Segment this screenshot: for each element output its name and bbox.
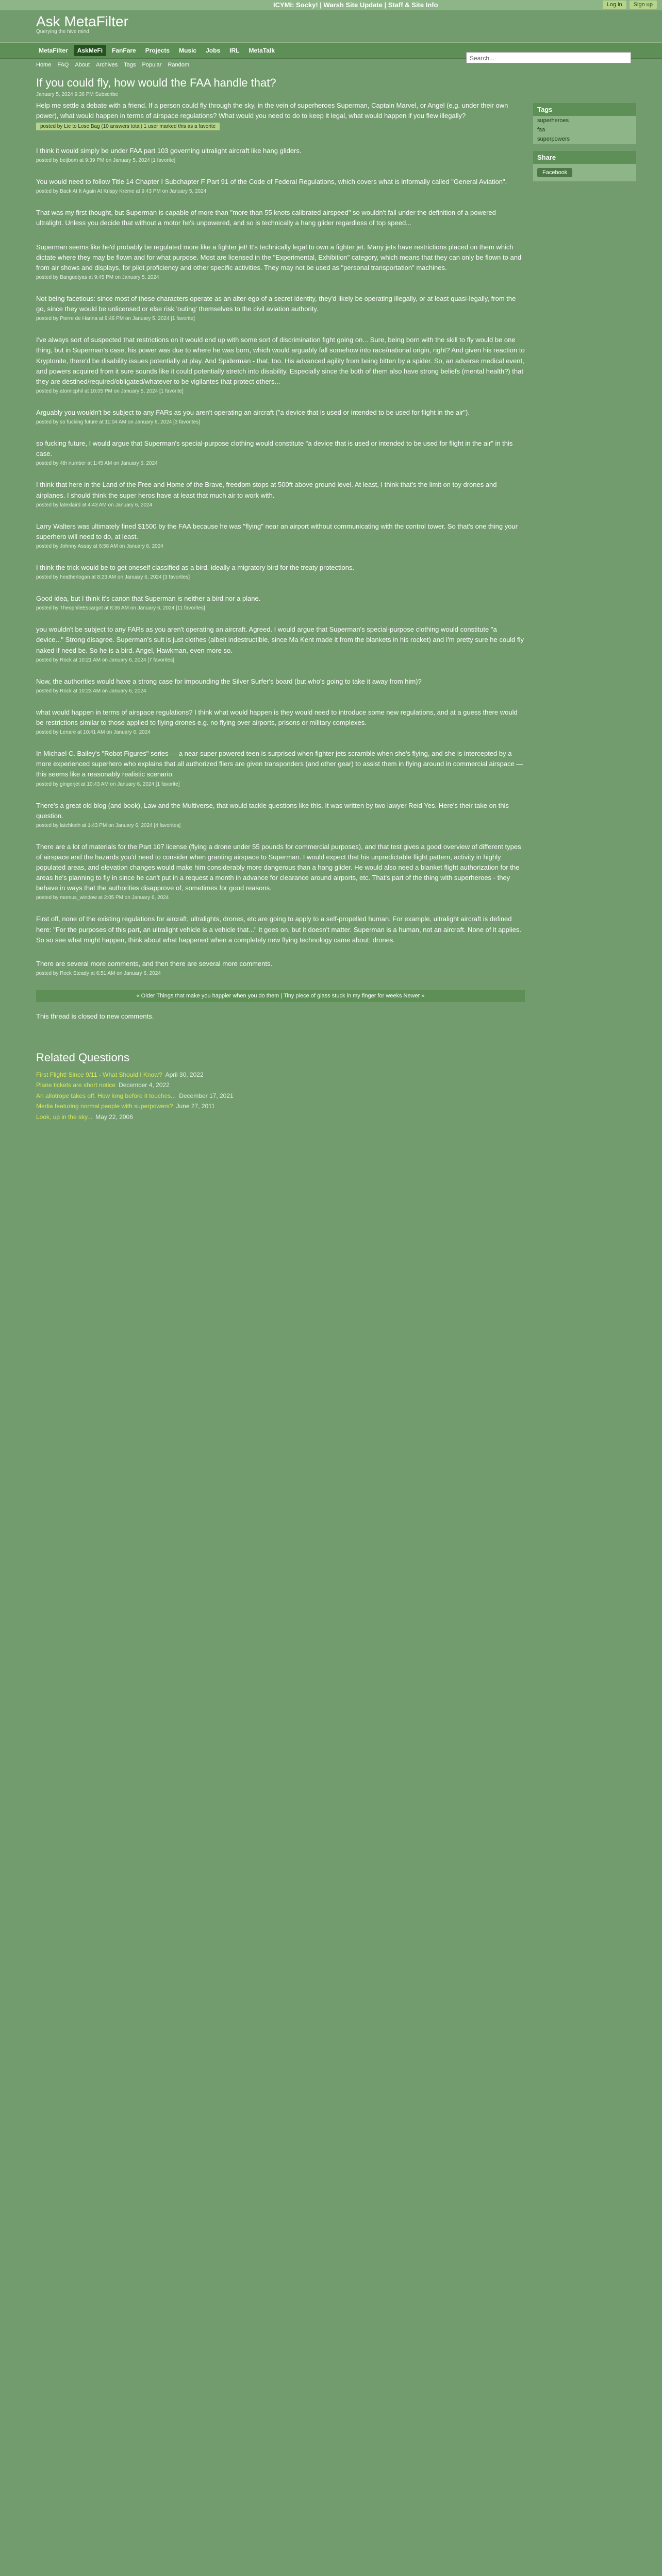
nav-projects[interactable]: Projects	[145, 47, 170, 54]
nav-askmefi[interactable]: AskMeFi	[74, 45, 106, 56]
comment-byline[interactable]: posted by Rock at 10:21 AM on January 6, 2024 [7 favorites]	[36, 657, 174, 663]
nav-fanfare[interactable]: FanFare	[112, 47, 136, 54]
comment	[36, 294, 525, 321]
comment-text: I think the trick would be to get oneself classified as a bird, ideally a migratory bird for the treaty protections.	[36, 563, 355, 571]
comment-byline[interactable]: posted by momus_window at 2:05 PM on January 6, 2024	[36, 895, 169, 901]
comment-text: First off, none of the existing regulations for aircraft, ultralights, drones, etc are going to apply to a self-propelled human. For example, ultralight aircraft is defined here: "For the purposes of this part, an ultralight vehicle is a vehicle that..." It goes on, but it doesn't matter. Superman is a human, not an aircraft. None of it applies. So so see what might happen, think about what happened when a completely new flying technology came about: drones.	[36, 915, 521, 944]
comment-byline[interactable]: posted by TheophileEscargot at 8:36 AM on January 6, 2024 [11 favorites]	[36, 605, 205, 612]
comment	[36, 563, 525, 580]
related-question-link[interactable]: Media featuring normal people with superpowers? June 27, 2011	[36, 1103, 215, 1110]
comment-text: I think it would simply be under FAA part 103 governing ultralight aircraft like hang gliders.	[36, 147, 302, 155]
comment-text: Larry Walters was ultimately fined $1500 by the FAA because he was "flying" near an airport without communicating with the control tower. So that's one thing your superhero will need to do, at least.	[36, 522, 518, 540]
comment	[36, 408, 525, 425]
related-title: Related Questions	[36, 1051, 129, 1064]
comment-text: That was my first thought, but Superman is capable of more than "more than 55 knots calibrated airspeed" so wouldn't fall under the definition of a powered ultralight. Unless you decide that without a motor he's unpowered, and so is technically a hang glider regardless of top speed...	[36, 209, 496, 227]
sidebar	[533, 103, 636, 189]
comment	[36, 177, 525, 194]
nav-music[interactable]: Music	[179, 47, 197, 54]
question-body: Help me settle a debate with a friend. If a person could fly through the sky, in the vein of superheroes Superman, Captain Marvel, or Angel (e.g. under their own power), what would happen in terms of airspace regulations? What would you need to do to keep it legal, what would happen if you flew illegally?	[36, 101, 508, 120]
comment	[36, 335, 525, 394]
comment	[36, 624, 525, 663]
more-comments: There are several more comments, and then there are several more comments. posted by Rock Steady at 6:51 AM on January 6, 2024	[36, 959, 273, 977]
tag-link[interactable]: superpowers	[537, 136, 570, 142]
search-input[interactable]: Search...	[466, 52, 631, 63]
comment	[36, 676, 525, 694]
nav-metatalk[interactable]: MetaTalk	[249, 47, 275, 54]
subnav-archives[interactable]: Archives	[96, 62, 118, 68]
subnav-random[interactable]: Random	[168, 62, 190, 68]
comment-text: There's a great old blog (and book), Law and the Multiverse, that would tackle questions like this. It was written by two lawyer Reid Yes. Here's their take on this question.	[36, 801, 509, 820]
comment-byline[interactable]: posted by so fucking future at 11:04 AM on January 6, 2024 [3 favorites]	[36, 419, 200, 426]
signup-button[interactable]: Sign up	[630, 1, 657, 9]
comment-byline[interactable]: posted by latexlaird at 4:43 AM on January 6, 2024	[36, 502, 153, 508]
question-title: If you could fly, how would the FAA handle that?	[36, 76, 276, 89]
comment	[36, 208, 525, 228]
comment-text: Good idea, but I think it's canon that Superman is neither a bird nor a plane.	[36, 595, 261, 603]
comment-byline[interactable]: posted by Back At It Again At Krispy Kreme at 9:43 PM on January 5, 2024	[36, 189, 207, 195]
subnav-tags[interactable]: Tags	[124, 62, 136, 68]
share-title: Share	[533, 151, 636, 164]
comment-text: I've always sort of suspected that restrictions on it would end up with some sort of discrimination fight going on... Sure, being born with the skill to fly would be one thing, but in Superman's case, his power was due to where he was born, which would arguably fall somehow into race/national origin, right? And given his reaction to Kryptonite, there'd be disability issues potentially at play. And Spiderman - that, too. His advanced agility from being bitten by a spider. So, an adverse medical event, and powers acquired from it sure sounds like it could potentially stretch into disability. Especially since the both of them also have strong beliefs (mental health?) that they are destined/required/obligated/whatever to be vigilantes that protect others...	[36, 336, 525, 385]
site-header	[0, 10, 662, 42]
question-meta[interactable]: January 5, 2024 9:36 PM Subscribe	[36, 92, 118, 97]
older-newer-nav[interactable]: « Older Things that make you happier when you do them | Tiny piece of glass stuck in my finger for weeks Newer »	[36, 990, 525, 1002]
comment	[36, 594, 525, 611]
comment-byline[interactable]: posted by beijbom at 9:39 PM on January 5, 2024 [1 favorite]	[36, 158, 176, 164]
comment-text: Arguably you wouldn't be subject to any FARs as you aren't operating an aircraft ("a device that is used or intended to be used for flight in the air").	[36, 408, 470, 416]
comment-text: In Michael C. Bailey's "Robot Figures" series — a near-super powered teen is surprised when fighter jets scramble when she's flying, and she is intercepted by a more experienced superhero who explains that all authorized fliers are given transponders (and other gear) to assist them in flying around in commercial airspace — this seems like a reasonably realistic scenario.	[36, 750, 523, 778]
comment-text: what would happen in terms of airspace regulations? I think what would happen is they would need to introduce some new regulations, and at a guess there would be restrictions similar to those applied to flying drones e.g. no flying over airports, prisons or military complexes.	[36, 708, 518, 726]
comment-byline[interactable]: posted by gingerjet at 10:43 AM on January 6, 2024 [1 favorite]	[36, 781, 180, 787]
comment-text: Not being facetious: since most of these characters operate as an alter-ego of a secret identity, they'd likely be operating illegally, or at least quasi-legally, from the go, since they would be unlicensed or else risk 'outing' themselves to the civil aviation authority.	[36, 294, 516, 313]
comment-text: You would need to follow Title 14 Chapter I Subchapter F Part 91 of the Code of Federal Regulations, which covers what is informally called "General Aviation".	[36, 178, 507, 186]
tag-link[interactable]: faa	[537, 127, 545, 133]
comment-byline[interactable]: posted by atomicphil at 10:05 PM on January 5, 2024 [1 favorite]	[36, 388, 184, 394]
question-posted-by[interactable]: posted by Lie to Lose Bag (10 answers total) 1 user marked this as a favorite	[36, 123, 220, 130]
subnav-faq[interactable]: FAQ	[57, 62, 69, 68]
related-questions	[36, 1051, 525, 1122]
subnav-popular[interactable]: Popular	[142, 62, 162, 68]
comment-byline[interactable]: posted by heatherlogan at 8:23 AM on January 6, 2024 [3 favorites]	[36, 574, 190, 581]
comment-byline[interactable]: posted by Rock at 10:23 AM on January 6, 2024	[36, 688, 146, 694]
comment	[36, 801, 525, 828]
share-box	[533, 151, 636, 181]
main-content	[36, 72, 525, 1122]
comment-byline[interactable]: posted by Pierre de Hanna at 9:46 PM on January 5, 2024 [1 favorite]	[36, 316, 195, 322]
nav-metafilter[interactable]: MetaFilter	[39, 47, 68, 54]
related-question-link[interactable]: Plane tickets are short notice December 4, 2022	[36, 1081, 170, 1089]
comment-byline[interactable]: posted by latchketh at 1:43 PM on January 6, 2024 [4 favorites]	[36, 822, 181, 828]
comment	[36, 146, 525, 163]
top-bar	[0, 0, 662, 10]
comment-text: There are a lot of materials for the Part 107 license (flying a drone under 55 pounds for commercial purposes), and that test gives a good overview of different types of airspace and the hazards you'd need to consider when granting airspace to Superman. I would expect that his unpredictable flight pattern, activity in highly populated areas, and elevation changes would make him considerably more dangerous than a hang glider. He would also need a blanket flight authorization for the areas he's planning to fly in since he can't put in a request a month in advance for clearance around airports, etc. That's part of the thing with superheroes - they behave in ways that the authorities disapprove of, sometimes for good reasons.	[36, 842, 521, 892]
comment-byline[interactable]: posted by 4th number at 1:45 AM on January 6, 2024	[36, 461, 158, 467]
related-question-link[interactable]: An allotrope takes off. How long before it touches... December 17, 2021	[36, 1092, 234, 1099]
comments-list	[36, 146, 525, 945]
comment-text: Superman seems like he'd probably be regulated more like a fighter jet! It's technically legal to own a fighter jet. Many jets have restrictions placed on them which dictate where they may be flown and for what purpose. Most are licensed in the "Experimental, Exhibition" category, which means that they can only be flown to and from air shows and displays, for pilot proficiency and other specific activities. They may not be used as "personal transportation" machines.	[36, 243, 522, 272]
comment	[36, 521, 525, 549]
site-logo[interactable]: Ask MetaFilter Querying the hive mind	[36, 13, 128, 35]
related-question-link[interactable]: Look, up in the sky... May 22, 2006	[36, 1113, 133, 1121]
comment	[36, 242, 525, 280]
comment-text: so fucking future, I would argue that Superman's special-purpose clothing would constitute "a device that is used or intended to be used for flight in the air" in this case.	[36, 439, 513, 458]
tag-link[interactable]: superheroes	[537, 117, 569, 124]
comment-text: Now, the authorities would have a strong case for impounding the Silver Surfer's board (but who's going to take it away from him)?	[36, 677, 422, 685]
comment	[36, 749, 525, 787]
comment	[36, 842, 525, 901]
comment-byline[interactable]: posted by Banguetyas at 9:45 PM on January 5, 2024	[36, 274, 159, 280]
comment-text: I think that here in the Land of the Free and Home of the Brave, freedom stops at 500ft above ground level. At least, I think that's the limit on toy drones and airplanes. I should think the super heros have at least that much air to work with.	[36, 481, 497, 499]
comment	[36, 914, 525, 945]
comment-byline[interactable]: posted by Johnny Assay at 6:58 AM on January 6, 2024	[36, 543, 163, 549]
nav-irl[interactable]: IRL	[229, 47, 240, 54]
facebook-share-button[interactable]: Facebook	[537, 168, 572, 177]
comment	[36, 480, 525, 507]
related-question-link[interactable]: First Flight! Since 9/11 - What Should I Know? April 30, 2022	[36, 1071, 204, 1079]
tags-box	[533, 103, 636, 144]
login-button[interactable]: Log in	[603, 1, 626, 9]
subnav-about[interactable]: About	[75, 62, 90, 68]
comment-byline[interactable]: posted by Lenare at 10:41 AM on January 6, 2024	[36, 730, 151, 736]
comment-text: you wouldn't be subject to any FARs as you aren't operating an aircraft. Agreed. I would argue that Superman's special-purpose clothing would constitute "a device..." Strong disagree. Superman's suit is just clothes (albeit indestructible, since Ma Kent made it from the blankets in his rocket) and I'm pretty sure he could fly naked if need be. So he is a bird. Angel, Hawkman, even more so.	[36, 625, 524, 654]
comment	[36, 707, 525, 735]
subnav-home[interactable]: Home	[36, 62, 52, 68]
closed-notice: This thread is closed to new comments.	[36, 1012, 154, 1021]
tags-title: Tags	[533, 103, 636, 116]
comment	[36, 438, 525, 466]
icymi-links[interactable]: ICYMI: Socky! | Warsh Site Update | Staff & Site Info	[273, 1, 438, 9]
nav-jobs[interactable]: Jobs	[206, 47, 221, 54]
